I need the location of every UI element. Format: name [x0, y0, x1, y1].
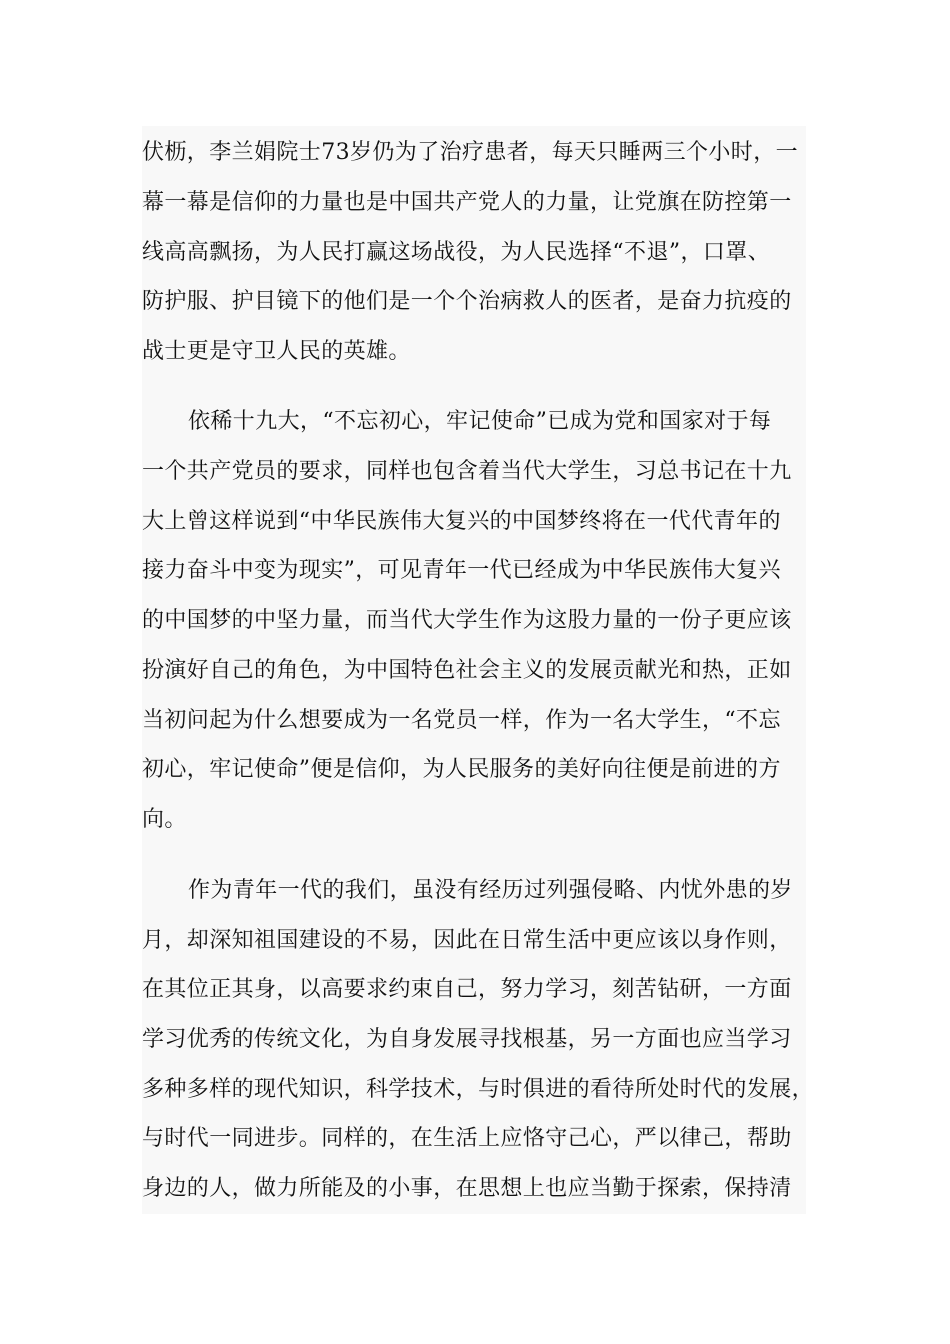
paragraph-2-line-6: 扮演好自己的角色，为中国特色社会主义的发展贡献光和热，正如: [142, 658, 792, 683]
paragraph-2-line-4: 接力奋斗中变为现实”，可见青年一代已经成为中华民族伟大复兴: [142, 558, 781, 583]
paragraph-3-line-5: 多种多样的现代知识，科学技术，与时俱进的看待所处时代的发展，: [142, 1077, 815, 1102]
paragraph-3-line-2: 月，却深知祖国建设的不易，因此在日常生活中更应该以身作则，: [142, 928, 792, 953]
paragraph-3-line-6: 与时代一同进步。同样的，在生活上应恪守己心，严以律己，帮助: [142, 1126, 792, 1151]
paragraph-2-line-7: 当初问起为什么想要成为一名党员一样，作为一名大学生，“不忘: [142, 708, 781, 733]
paragraph-1-line-4: 防护服、护目镜下的他们是一个个治病救人的医者，是奋力抗疫的: [142, 289, 792, 314]
paragraph-2-line-1: 依稀十九大，“不忘初心，牢记使命”已成为党和国家对于每: [188, 409, 772, 434]
paragraph-3-line-4: 学习优秀的传统文化，为自身发展寻找根基，另一方面也应当学习: [142, 1027, 792, 1052]
paragraph-1-line-3: 线高高飘扬，为人民打赢这场战役，为人民选择“不退”，口罩、: [142, 240, 771, 265]
paragraph-2-line-2: 一个共产党员的要求，同样也包含着当代大学生，习总书记在十九: [142, 459, 792, 484]
paragraph-1-line-1: 伏枥，李兰娟院士73岁仍为了治疗患者，每天只睡两三个小时，一: [142, 140, 798, 165]
paragraph-2-line-9: 向。: [142, 807, 187, 832]
paragraph-1-line-2: 幕一幕是信仰的力量也是中国共产党人的力量，让党旗在防控第一: [142, 190, 792, 215]
paragraph-3-line-3: 在其位正其身，以高要求约束自己，努力学习，刻苦钻研，一方面: [142, 977, 792, 1002]
body-text: [142, 126, 815, 1214]
paragraph-1-line-5: 战士更是守卫人民的英雄。: [142, 339, 411, 364]
paragraph-3-line-1: 作为青年一代的我们，虽没有经历过列强侵略、内忧外患的岁: [188, 878, 793, 903]
paragraph-2-line-3: 大上曾这样说到“中华民族伟大复兴的中国梦终将在一代代青年的: [142, 509, 781, 534]
paragraph-3-line-7: 身边的人，做力所能及的小事，在思想上也应当勤于探索，保持清: [142, 1176, 792, 1201]
paragraph-2-line-8: 初心，牢记使命”便是信仰，为人民服务的美好向往便是前进的方: [142, 757, 781, 782]
paragraph-2-line-5: 的中国梦的中坚力量，而当代大学生作为这股力量的一份子更应该: [142, 608, 792, 633]
